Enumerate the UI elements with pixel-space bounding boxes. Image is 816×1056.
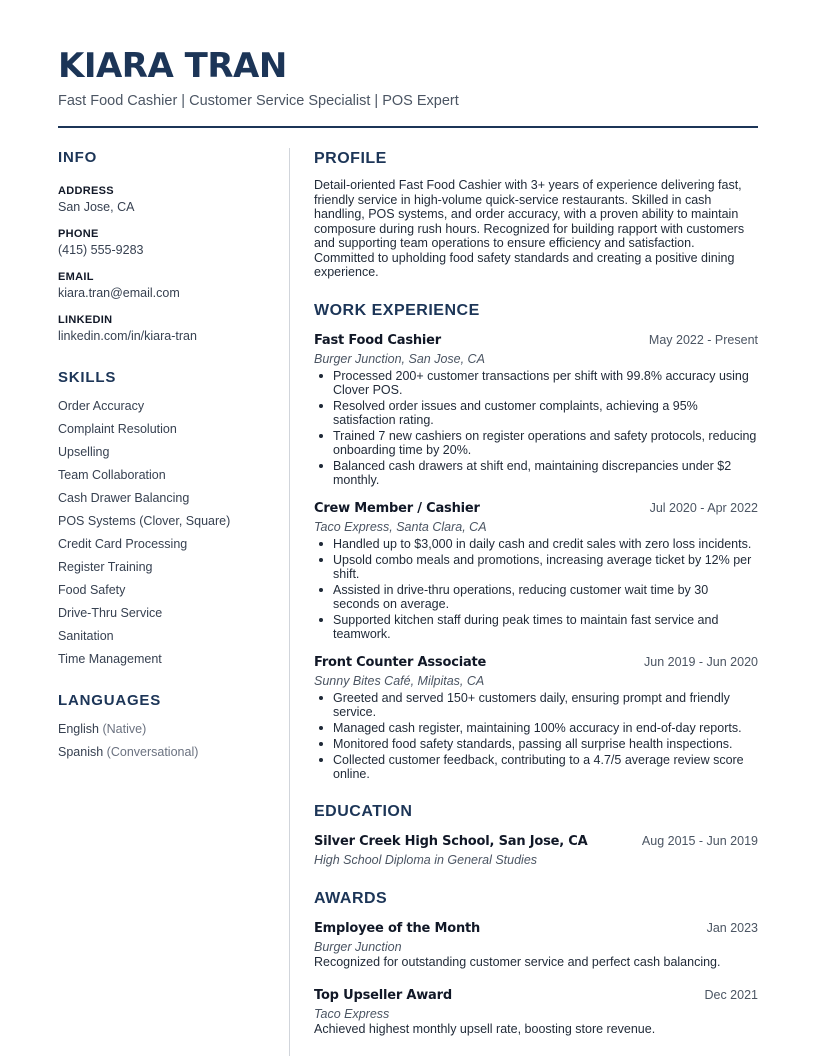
job-role: Fast Food Cashier xyxy=(314,332,442,348)
job-bullet: Monitored food safety standards, passing all surprise health inspections. xyxy=(314,737,758,751)
info-address xyxy=(58,184,273,215)
skills-section-title: SKILLS xyxy=(58,369,117,386)
job-bullets xyxy=(314,691,758,781)
award-org: Burger Junction xyxy=(314,939,402,954)
info-value: (415) 555-9283 xyxy=(58,243,144,257)
skill-item: Upselling xyxy=(58,445,110,459)
skill-item: Food Safety xyxy=(58,583,126,597)
info-section-title: INFO xyxy=(58,149,98,166)
profile-summary: Detail-oriented Fast Food Cashier with 3+ years of experience delivering fast, friendly service in high-volume quick-service restaurants. Skilled in cash handling, POS systems, and order accuracy, with a proven ability to maintain composure during rush hours. Recognized for building rapport with customers and supporting team operations to ensure efficiency and satisfaction. Committed to upholding food safety standards and creating a positive dining experience. xyxy=(314,178,745,279)
award-org: Taco Express xyxy=(314,1006,390,1021)
linkedin-link[interactable]: linkedin.com/in/kiara-tran xyxy=(58,329,197,343)
experience-section-title: WORK EXPERIENCE xyxy=(314,301,480,319)
language-item xyxy=(58,721,273,737)
main-content xyxy=(314,148,758,1037)
job-bullet: Upsold combo meals and promotions, increasing average ticket by 12% per shift. xyxy=(314,553,758,581)
job-bullet: Greeted and served 150+ customers daily, ensuring prompt and friendly service. xyxy=(314,691,758,719)
job-bullet: Balanced cash drawers at shift end, maintaining discrepancies under $2 monthly. xyxy=(314,459,758,487)
job-company: Burger Junction, San Jose, CA xyxy=(314,351,485,366)
degree: High School Diploma in General Studies xyxy=(314,852,538,867)
award-entry xyxy=(314,986,758,1037)
skill-item: Time Management xyxy=(58,652,162,666)
languages-section-title: LANGUAGES xyxy=(58,692,162,709)
info-phone xyxy=(58,227,273,258)
profile-section-title: PROFILE xyxy=(314,150,387,167)
language-item xyxy=(58,744,273,760)
award-date: Jan 2023 xyxy=(706,920,758,935)
language-level: (Native) xyxy=(102,722,147,736)
job-bullets xyxy=(314,369,758,487)
info-email xyxy=(58,270,273,301)
job-role: Front Counter Associate xyxy=(314,654,487,670)
language-level: (Conversational) xyxy=(106,745,199,759)
skill-item: Order Accuracy xyxy=(58,399,145,413)
job-bullet: Assisted in drive-thru operations, reducing customer wait time by 30 seconds on average. xyxy=(314,583,758,611)
info-label: PHONE xyxy=(58,228,99,240)
skill-item: Drive-Thru Service xyxy=(58,606,163,620)
info-label: EMAIL xyxy=(58,271,94,283)
award-date: Dec 2021 xyxy=(704,987,758,1002)
awards-section-title: AWARDS xyxy=(314,889,388,907)
candidate-name: KIARA TRAN xyxy=(58,46,287,86)
skill-item: Credit Card Processing xyxy=(58,537,188,551)
job-dates: May 2022 - Present xyxy=(648,332,758,347)
skill-item: Complaint Resolution xyxy=(58,422,177,436)
job-entry xyxy=(314,499,758,641)
language-name: Spanish xyxy=(58,745,104,759)
job-bullets xyxy=(314,537,758,641)
job-company: Sunny Bites Café, Milpitas, CA xyxy=(314,673,485,688)
award-description: Achieved highest monthly upsell rate, boosting store revenue. xyxy=(314,1021,656,1036)
sidebar xyxy=(58,148,273,760)
skill-item: Cash Drawer Balancing xyxy=(58,491,190,505)
column-divider xyxy=(289,148,290,1056)
award-name: Employee of the Month xyxy=(314,920,481,936)
job-bullet: Supported kitchen staff during peak times to maintain fast service and teamwork. xyxy=(314,613,758,641)
job-bullet: Managed cash register, maintaining 100% accuracy in end-of-day reports. xyxy=(314,721,758,735)
job-entry xyxy=(314,331,758,487)
job-dates: Jun 2019 - Jun 2020 xyxy=(644,654,758,669)
award-description: Recognized for outstanding customer service and perfect cash balancing. xyxy=(314,954,721,969)
job-bullet: Resolved order issues and customer complaints, achieving a 95% satisfaction rating. xyxy=(314,399,758,427)
job-company: Taco Express, Santa Clara, CA xyxy=(314,519,487,534)
job-bullet: Trained 7 new cashiers on register operations and safety protocols, reducing onboarding time by 20%. xyxy=(314,429,758,457)
job-entry xyxy=(314,653,758,781)
languages-list xyxy=(58,721,273,760)
skill-item: POS Systems (Clover, Square) xyxy=(58,514,231,528)
resume-header xyxy=(58,44,758,110)
skill-item: Register Training xyxy=(58,560,153,574)
job-role: Crew Member / Cashier xyxy=(314,500,480,516)
job-bullet: Handled up to $3,000 in daily cash and credit sales with zero loss incidents. xyxy=(314,537,758,551)
job-bullet: Processed 200+ customer transactions per shift with 99.8% accuracy using Clover POS. xyxy=(314,369,758,397)
email-link[interactable]: kiara.tran@email.com xyxy=(58,286,180,300)
award-entry xyxy=(314,919,758,970)
skills-list xyxy=(58,398,273,667)
skill-item: Team Collaboration xyxy=(58,468,166,482)
school-name: Silver Creek High School, San Jose, CA xyxy=(314,833,588,849)
info-label: ADDRESS xyxy=(58,185,114,197)
skill-item: Sanitation xyxy=(58,629,114,643)
education-dates: Aug 2015 - Jun 2019 xyxy=(641,833,758,848)
award-name: Top Upseller Award xyxy=(314,987,452,1003)
education-entry xyxy=(314,832,758,868)
education-section-title: EDUCATION xyxy=(314,802,413,820)
job-bullet: Collected customer feedback, contributing to a 4.7/5 average review score online. xyxy=(314,753,758,781)
header-divider xyxy=(58,126,758,128)
job-dates: Jul 2020 - Apr 2022 xyxy=(649,500,758,515)
language-name: English xyxy=(58,722,99,736)
info-linkedin xyxy=(58,313,273,344)
info-label: LINKEDIN xyxy=(58,314,113,326)
info-value: San Jose, CA xyxy=(58,200,135,214)
candidate-tagline: Fast Food Cashier | Customer Service Specialist | POS Expert xyxy=(58,93,459,109)
